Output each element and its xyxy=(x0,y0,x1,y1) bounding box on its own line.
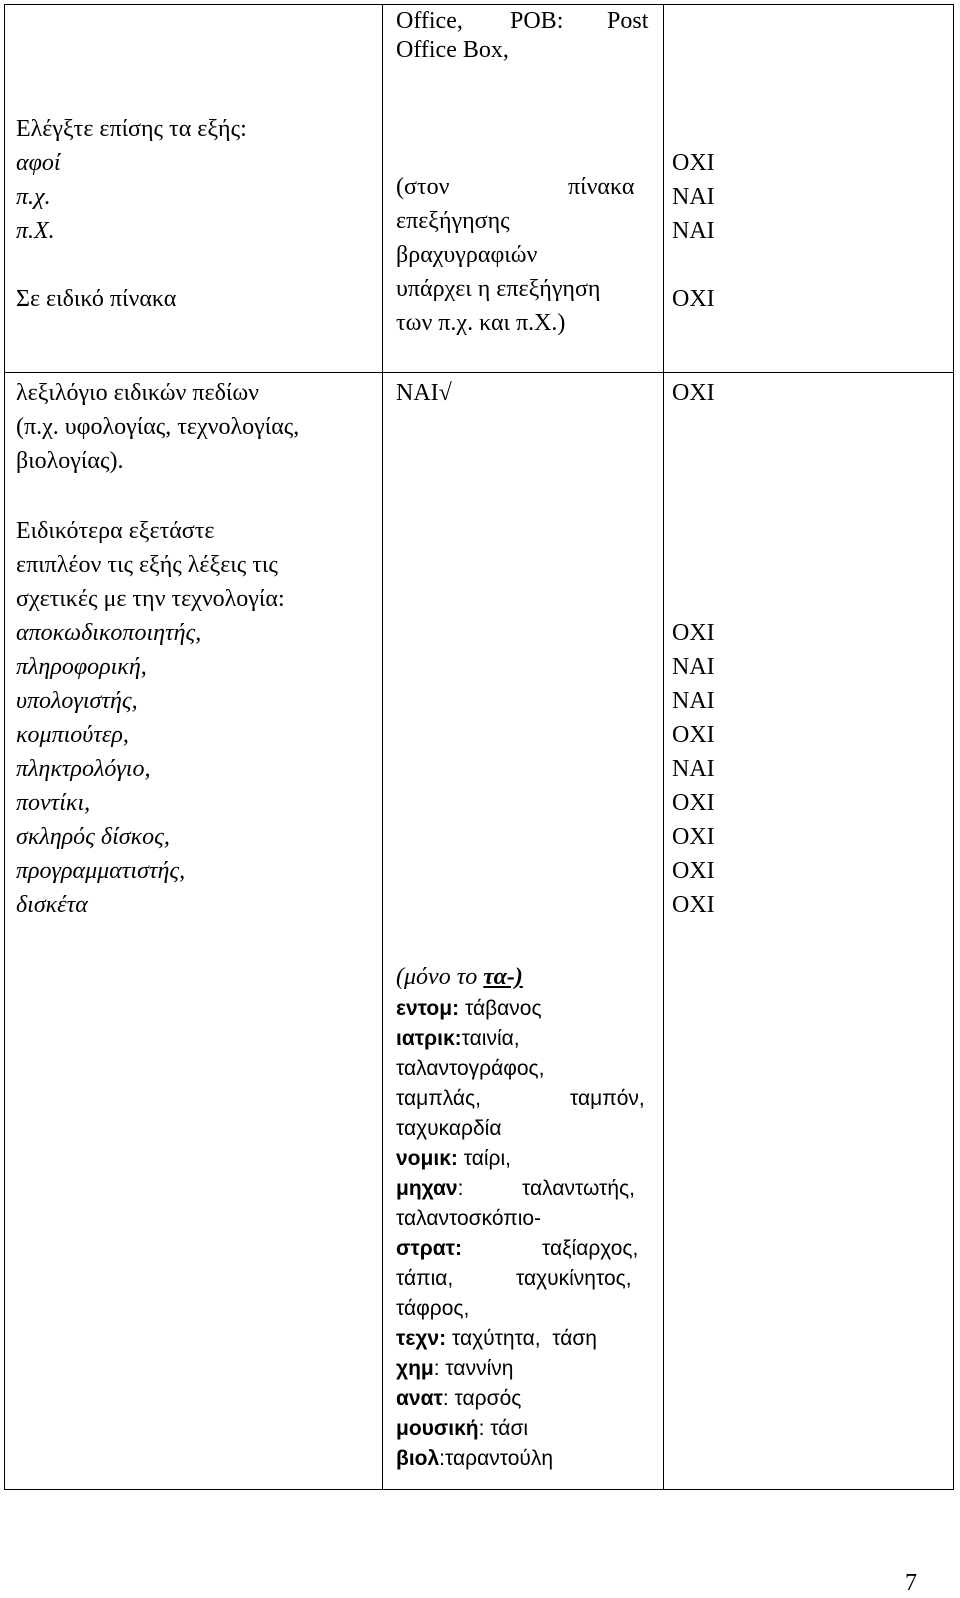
entry-anat: ανατ: ταρσός xyxy=(396,1387,522,1410)
tech-word: πληκτρολόγιο, xyxy=(16,756,151,782)
entry-iatrik-line-2: ταλαντογράφος, xyxy=(396,1057,545,1080)
answer-px-lower: ΝΑΙ xyxy=(672,184,715,210)
entry-michan-text: ταλαντωτής, xyxy=(522,1177,635,1200)
abbr-note-line-4: υπάρχει η επεξήγηση xyxy=(396,276,601,302)
row-divider xyxy=(4,372,954,373)
tech-intro-line-2: επιπλέον τις εξής λέξεις τις xyxy=(16,552,278,578)
entry-strat-text: ταξίαρχος, xyxy=(542,1237,639,1260)
tech-answer: ΟΧΙ xyxy=(672,858,715,884)
answer-afoi: ΟΧΙ xyxy=(672,150,715,176)
afoi-text: αφοί xyxy=(16,150,61,176)
ta-heading: (μόνο το τα-) xyxy=(396,964,523,990)
abbr-note-line-5: των π.χ. και π.Χ.) xyxy=(396,310,566,336)
entry-michan-line-2: ταλαντοσκόπιο- xyxy=(396,1207,542,1230)
tech-answer: ΟΧΙ xyxy=(672,892,715,918)
tech-word: υπολογιστής, xyxy=(16,688,138,714)
tech-answer: ΟΧΙ xyxy=(672,790,715,816)
tech-answer: ΝΑΙ xyxy=(672,756,715,782)
abbr-note-line-1a: (στον xyxy=(396,174,450,200)
abbr-note-line-1b: πίνακα xyxy=(568,174,635,200)
entry-strat-line-2b: ταχυκίνητος, xyxy=(516,1267,632,1290)
table-border-right xyxy=(953,4,954,1490)
entry-entom: εντομ: τάβανος xyxy=(396,997,542,1020)
answer-px-upper: ΝΑΙ xyxy=(672,218,715,244)
check-also-text: Ελέγξτε επίσης τα εξής: xyxy=(16,116,247,142)
tech-word: σκληρός δίσκος, xyxy=(16,824,170,850)
tech-answer: ΝΑΙ xyxy=(672,688,715,714)
entry-iatrik-line-4: ταχυκαρδία xyxy=(396,1117,502,1140)
px-upper-text: π.Χ. xyxy=(16,218,55,244)
entry-chim: χημ: ταννίνη xyxy=(396,1357,514,1380)
special-table-text: Σε ειδικό πίνακα xyxy=(16,286,177,312)
document-table xyxy=(4,4,954,1490)
tech-word: πληροφορική, xyxy=(16,654,147,680)
office-line-2: POB: xyxy=(510,8,564,34)
office-line-1: Office, xyxy=(396,8,463,34)
special-vocab-answer-col2: ΝΑΙ√ xyxy=(396,380,452,406)
entry-strat-line-2a: τάπια, xyxy=(396,1267,454,1290)
tech-word: δισκέτα xyxy=(16,892,88,918)
tech-answer: ΟΧΙ xyxy=(672,722,715,748)
tech-word: κομπιούτερ, xyxy=(16,722,129,748)
entry-mous: μουσική: τάσι xyxy=(396,1417,529,1440)
tech-answer: ΟΧΙ xyxy=(672,620,715,646)
entry-michan: μηχαν: xyxy=(396,1177,464,1200)
page-number: 7 xyxy=(905,1570,917,1596)
entry-strat-line-3: τάφρος, xyxy=(396,1297,470,1320)
tech-word: ποντίκι, xyxy=(16,790,91,816)
answer-special-table: ΟΧΙ xyxy=(672,286,715,312)
entry-iatrik-line-3a: ταμπλάς, xyxy=(396,1087,482,1110)
table-border-top xyxy=(4,4,954,5)
tech-intro-line-3: σχετικές με την τεχνολογία: xyxy=(16,586,285,612)
office-line-4: Office Box, xyxy=(396,37,509,63)
tech-answer: ΟΧΙ xyxy=(672,824,715,850)
special-vocab-line-2: (π.χ. υφολογίας, τεχνολογίας, xyxy=(16,414,300,440)
entry-nomik: νομικ: ταίρι, xyxy=(396,1147,511,1170)
tech-word: προγραμματιστής, xyxy=(16,858,186,884)
abbr-note-line-3: βραχυγραφιών xyxy=(396,242,538,268)
px-lower-text: π.χ. xyxy=(16,184,51,210)
column-divider-1 xyxy=(382,4,383,1490)
column-divider-2 xyxy=(663,4,664,1490)
special-vocab-answer-col3: ΟΧΙ xyxy=(672,380,715,406)
entry-iatrik: ιατρικ:ταινία, xyxy=(396,1027,520,1050)
special-vocab-line-3: βιολογίας). xyxy=(16,448,124,474)
entry-strat: στρατ: xyxy=(396,1237,463,1260)
tech-answer: ΝΑΙ xyxy=(672,654,715,680)
table-border-bottom xyxy=(4,1489,954,1490)
tech-intro-line-1: Ειδικότερα εξετάστε xyxy=(16,518,215,544)
table-border-left xyxy=(4,4,5,1490)
entry-iatrik-line-3b: ταμπόν, xyxy=(570,1087,645,1110)
office-line-3: Post xyxy=(607,8,649,34)
entry-biol: βιολ:ταραντούλη xyxy=(396,1447,554,1470)
tech-word: αποκωδικοποιητής, xyxy=(16,620,202,646)
entry-techn: τεχν: ταχύτητα, τάση xyxy=(396,1327,597,1350)
abbr-note-line-2: επεξήγησης xyxy=(396,208,510,234)
special-vocab-line-1: λεξιλόγιο ειδικών πεδίων xyxy=(16,380,260,406)
